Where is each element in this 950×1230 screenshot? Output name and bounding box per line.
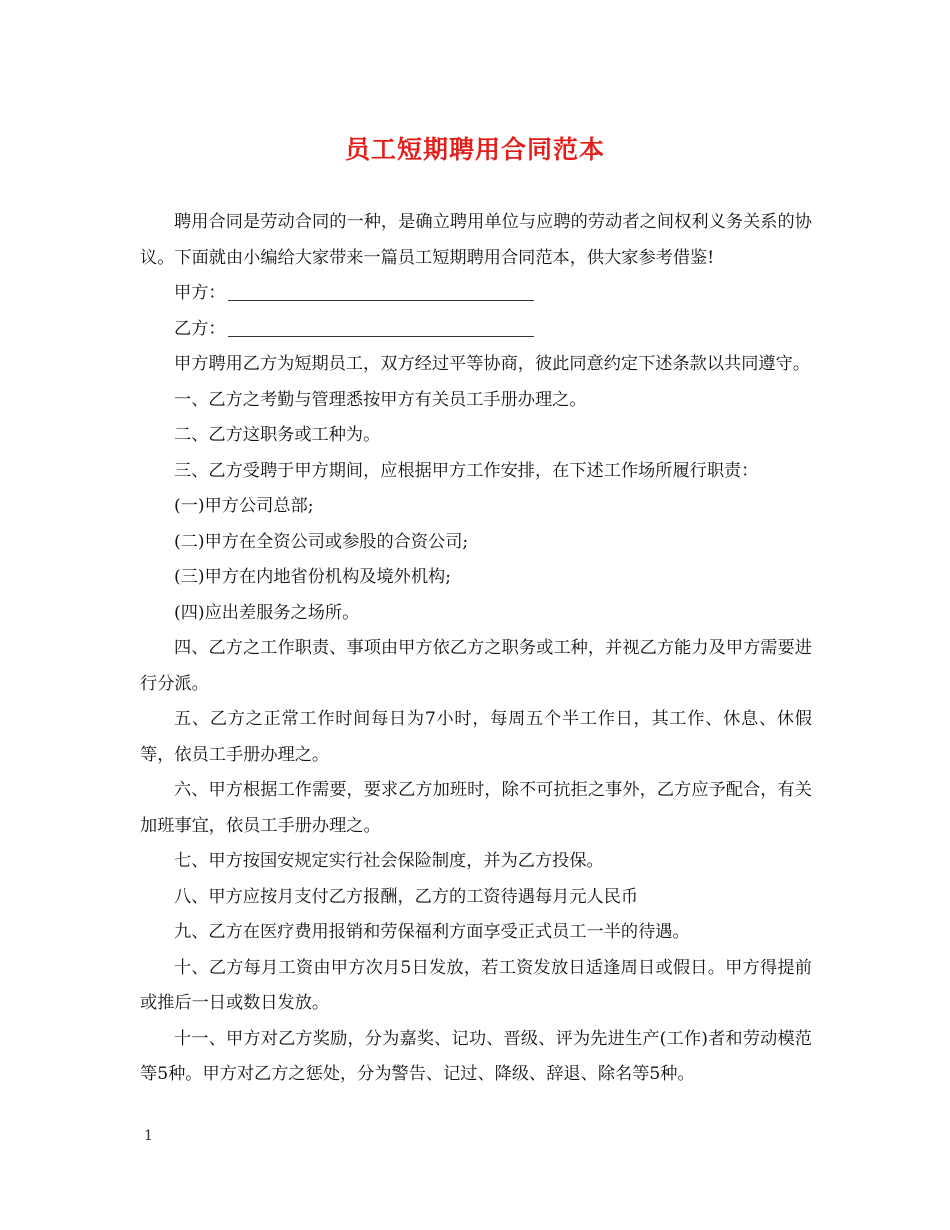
clause-paragraph: 四、乙方之工作职责、事项由甲方依乙方之职务或工种，并视乙方能力及甲方需要进行分派。 xyxy=(140,638,812,694)
party-b-label: 乙方： xyxy=(174,318,226,339)
clause-paragraph: 十、乙方每月工资由甲方次月5日发放，若工资发放日适逢周日或假日。甲方得提前或推后一日或数日发放。 xyxy=(140,957,812,1013)
clause-paragraph: 十一、甲方对乙方奖励，分为嘉奖、记功、晋级、评为先进生产(工作)者和劳动模范等5种。甲方对乙方之惩处，分为警告、记过、降级、辞退、除名等5种。 xyxy=(140,1028,812,1084)
clause-paragraph: 六、甲方根据工作需要，要求乙方加班时，除不可抗拒之事外，乙方应予配合，有关加班事宜，依员工手册办理之。 xyxy=(140,780,812,836)
page-number: 1 xyxy=(144,1128,153,1144)
clause-paragraph: (二)甲方在全资公司或参股的合资公司; xyxy=(174,531,469,552)
party-a-blank xyxy=(228,299,534,301)
clause-paragraph: (三)甲方在内地省份机构及境外机构; xyxy=(174,567,452,587)
clause-paragraph: 八、甲方应按月支付乙方报酬，乙方的工资待遇每月元人民币 xyxy=(174,886,639,907)
document-body xyxy=(140,205,812,1093)
party-b-blank xyxy=(228,335,534,337)
clause-paragraph: (四)应出差服务之场所。 xyxy=(174,602,360,623)
party-a-line xyxy=(140,276,812,312)
document-title: 员工短期聘用合同范本 xyxy=(344,135,605,164)
clause-paragraph: 五、乙方之正常工作时间每日为7小时，每周五个半工作日，其工作、休息、休假等，依员工手册办理之。 xyxy=(140,709,812,765)
party-b-line xyxy=(140,312,812,348)
clause-paragraph: 一、乙方之考勤与管理悉按甲方有关员工手册办理之。 xyxy=(174,389,587,410)
intro-paragraph: 聘用合同是劳动合同的一种，是确立聘用单位与应聘的劳动者之间权利义务关系的协议。下面就由小编给大家带来一篇员工短期聘用合同范本，供大家参考借鉴! xyxy=(140,212,812,268)
clause-paragraph: 七、甲方按国安规定实行社会保险制度，并为乙方投保。 xyxy=(174,851,604,871)
clause-paragraph: (一)甲方公司总部; xyxy=(174,496,314,516)
clause-paragraph: 甲方聘用乙方为短期员工，双方经过平等协商，彼此同意约定下述条款以共同遵守。 xyxy=(174,354,810,374)
clause-paragraph: 三、乙方受聘于甲方期间，应根据甲方工作安排，在下述工作场所履行职责： xyxy=(174,460,759,481)
clause-paragraph: 九、乙方在医疗费用报销和劳保福利方面享受正式员工一半的待遇。 xyxy=(174,922,690,942)
party-a-label: 甲方： xyxy=(174,283,226,303)
clause-paragraph: 二、乙方这职务或工种为。 xyxy=(174,425,381,445)
